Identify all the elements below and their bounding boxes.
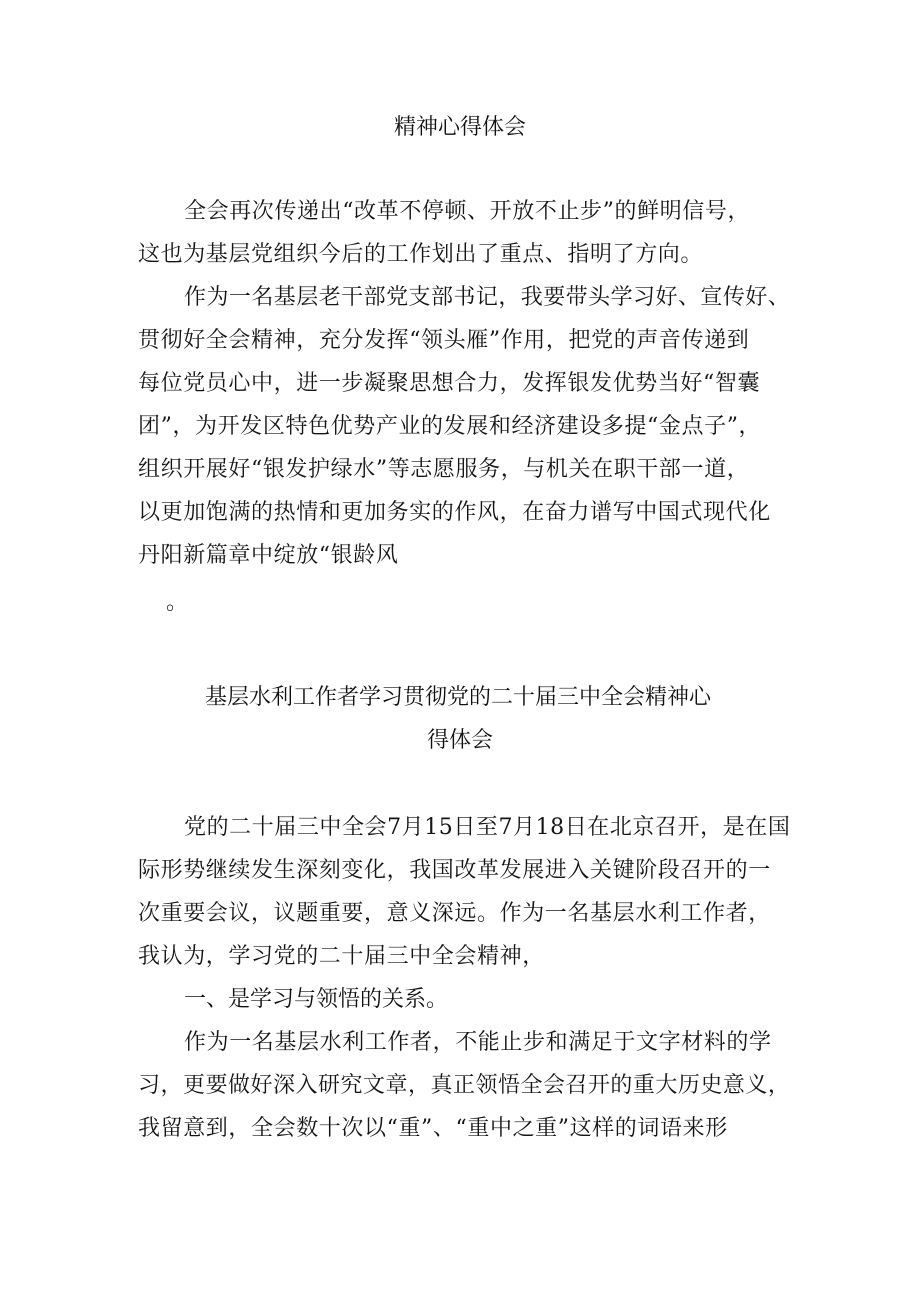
s2-p2-line-1: 作为一名基层水利工作者，不能止步和满足于文字材料的学 [184, 1030, 772, 1055]
s1-p2-line-3: 每位党员心中，进一步凝聚思想合力，发挥银发优势当好“智囊 [138, 371, 761, 396]
s1-p1-line-1: 全会再次传递出“改革不停顿、开放不止步”的鲜明信号， [184, 199, 751, 224]
s1-p2-line-4: 团”，为开发区特色优势产业的发展和经济建设多提“金点子”， [138, 414, 762, 439]
s1-p2-line-7: 丹阳新篇章中绽放“银龄风 [138, 543, 399, 568]
s2-p1-line-4: 我认为，学习党的二十届三中全会精神， [138, 944, 545, 969]
s2-p1-line-1: 党的二十届三中全会7月15日至7月18日在北京召开，是在国 [184, 815, 791, 840]
section1-title: 精神心得体会 [393, 115, 526, 140]
section2-subheading: 一、是学习与领悟的关系。 [184, 987, 449, 1012]
s1-p2-line-8: 。 [166, 590, 189, 615]
s1-p2-line-2: 贯彻好全会精神，充分发挥“领头雁”作用，把党的声音传递到 [138, 328, 750, 353]
s1-p2-line-1: 作为一名基层老干部党支部书记，我要带头学习好、宣传好、 [184, 285, 791, 310]
s2-p1-line-2: 际形势继续发生深刻变化，我国改革发展进入关键阶段召开的一 [138, 858, 771, 883]
s1-p2-line-5: 组织开展好“银发护绿水”等志愿服务，与机关在职干部一道， [138, 457, 750, 482]
s2-p1-line-3: 次重要会议，议题重要，意义深远。作为一名基层水利工作者， [138, 901, 771, 926]
s2-p2-line-2: 习，更要做好深入研究文章，真正领悟全会召开的重大历史意义， [138, 1073, 791, 1098]
section2-title-line1: 基层水利工作者学习贯彻党的二十届三中全会精神心 [204, 685, 711, 710]
s1-p2-line-6: 以更加饱满的热情和更加务实的作风，在奋力谱写中国式现代化 [138, 500, 771, 525]
s1-p1-line-2: 这也为基层党组织今后的工作划出了重点、指明了方向。 [138, 242, 704, 267]
s2-p2-line-3: 我留意到，全会数十次以“重”、“重中之重”这样的词语来形 [138, 1116, 728, 1141]
section2-title-line2: 得体会 [426, 728, 493, 753]
